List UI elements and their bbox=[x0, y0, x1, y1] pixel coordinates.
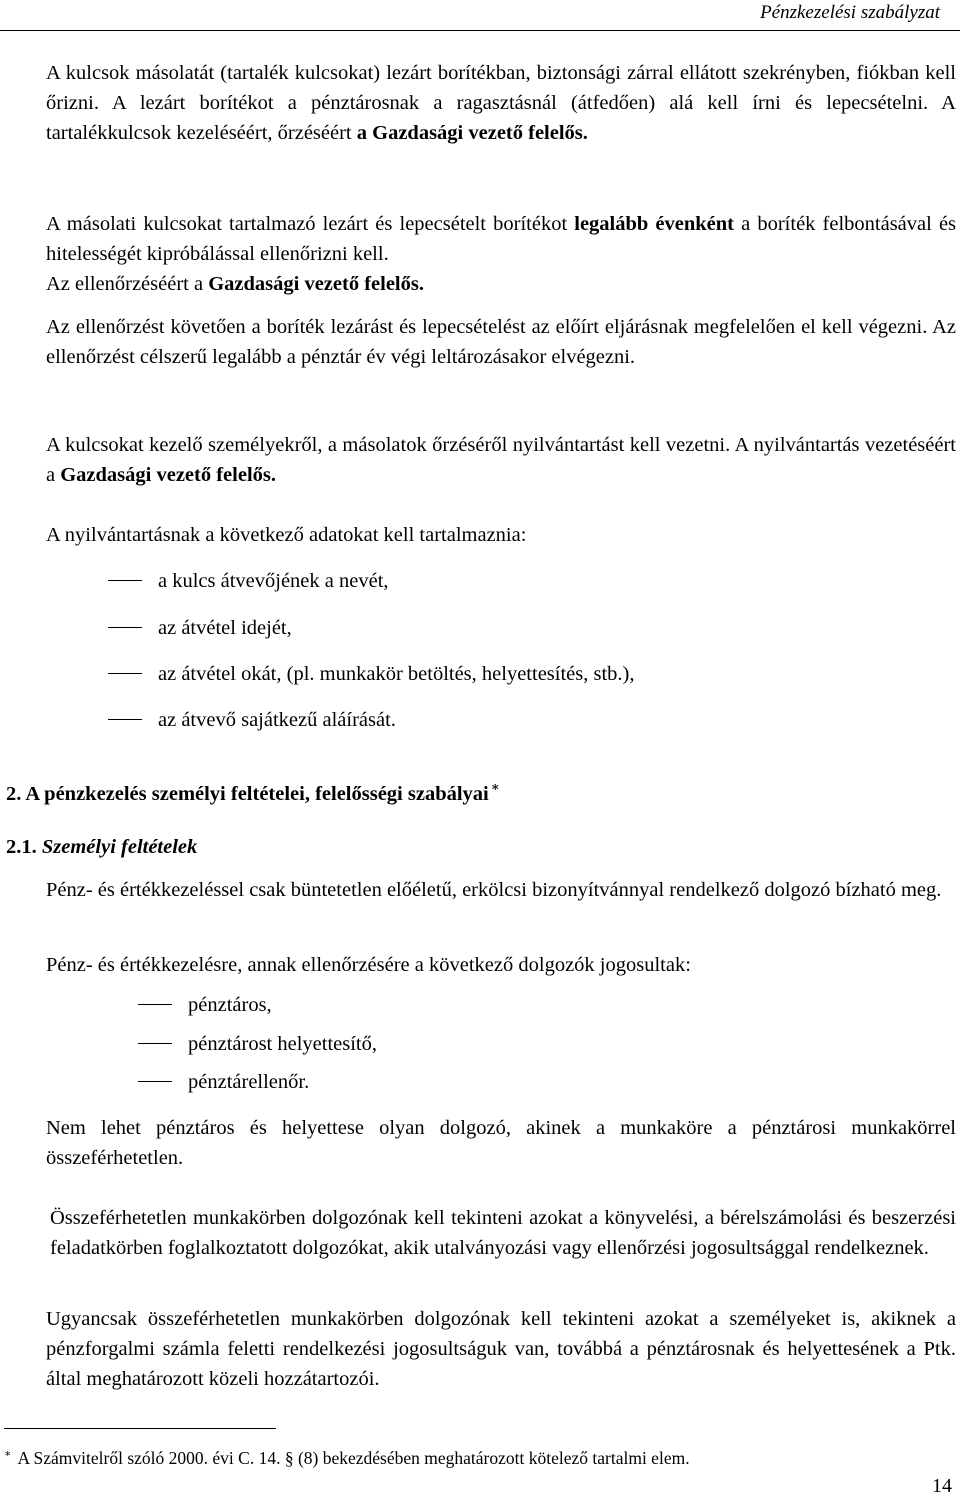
dash-bullet bbox=[108, 627, 142, 628]
page-number: 14 bbox=[932, 1475, 952, 1497]
list-item bbox=[0, 990, 960, 1020]
paragraph-text-cont: a boríték felbontásával és hitelességét kipróbálással ellenőrizni kell. bbox=[46, 213, 957, 265]
list-item-text: az átvevő sajátkezű aláírását. bbox=[158, 709, 396, 731]
paragraph-text: Az ellenőrzéséért a bbox=[46, 273, 209, 295]
header-rule bbox=[0, 30, 960, 31]
page-header bbox=[0, 0, 960, 32]
paragraph-incompatible bbox=[46, 1113, 956, 1173]
subsection-number: 2.1. bbox=[6, 836, 37, 858]
dash-bullet bbox=[138, 1081, 172, 1082]
paragraph-text: A kulcsok másolatát (tartalék kulcsokat) lezárt borítékban, biztonsági zárral ellátott szekrényben, fiókban kell őrizni. A lezárt borítékot a pénztárosnak a ragasztásnál (átfedően) alá kell írni és lepecsételni. A tartalékkulcsok kezeléséért, őrzéséért bbox=[46, 62, 956, 144]
paragraph-text: Pénz- és értékkezelésre, annak ellenőrzésére a következő dolgozók jogosultak: bbox=[46, 954, 691, 976]
paragraph-text: A másolati kulcsokat tartalmazó lezárt és lepecsételt borítékot bbox=[46, 213, 575, 235]
list-item-text: a kulcs átvevőjének a nevét, bbox=[158, 570, 389, 592]
list-item-text: pénztárellenőr. bbox=[188, 1071, 310, 1093]
list-item bbox=[0, 1029, 960, 1059]
paragraph-text: A nyilvántartásnak a következő adatokat kell tartalmaznia: bbox=[46, 524, 527, 546]
header-title: Pénzkezelési szabályzat bbox=[760, 2, 940, 23]
paragraph-text: Az ellenőrzést követően a boríték lezárást és lepecsételést az előírt eljárásnak megfelelően el kell végezni. Az ellenőrzést célszerű legalább a pénztár év végi leltározásakor elvégezni. bbox=[46, 316, 956, 368]
list-item bbox=[0, 613, 960, 643]
list-item-text: pénztárost helyettesítő, bbox=[188, 1033, 377, 1055]
paragraph-incompatible-persons bbox=[46, 1304, 956, 1394]
paragraph-register bbox=[46, 430, 956, 490]
paragraph-check-responsibility bbox=[46, 269, 956, 299]
list-item bbox=[0, 1067, 960, 1097]
paragraph-after-check bbox=[46, 312, 956, 372]
paragraph-register-contents bbox=[46, 520, 956, 550]
list-item-text: az átvétel idejét, bbox=[158, 617, 292, 639]
section-title: 2. A pénzkezelés személyi feltételei, felelősségi szabályai bbox=[6, 783, 489, 805]
list-item bbox=[0, 659, 960, 689]
paragraph-annual-check bbox=[46, 209, 956, 269]
paragraph-personal-conditions bbox=[46, 875, 956, 905]
paragraph-bold: a Gazdasági vezető felelős. bbox=[356, 122, 588, 144]
section-heading bbox=[6, 779, 500, 809]
paragraph-bold: Gazdasági vezető felelős. bbox=[208, 273, 424, 295]
list-item-text: pénztáros, bbox=[188, 994, 272, 1016]
list-item bbox=[0, 705, 960, 735]
paragraph-text: Ugyancsak összeférhetetlen munkakörben dolgozónak kell tekinteni azokat a személyeket is, akiknek a pénzforgalmi számla feletti rendelkezési jogosultságuk van, továbbá a pénztárosnak és helyettesének a Ptk. által meghatározott közeli hozzátartozói. bbox=[46, 1308, 956, 1390]
paragraph-text: Pénz- és értékkezeléssel csak büntetetlen előéletű, erkölcsi bizonyítvánnyal rendelkező dolgozó bízható meg. bbox=[46, 879, 942, 901]
paragraph-incompatible-roles bbox=[50, 1203, 956, 1263]
dash-bullet bbox=[108, 580, 142, 581]
footnote-marker: ∗ bbox=[490, 779, 500, 794]
paragraph-bold: Gazdasági vezető felelős. bbox=[60, 464, 276, 486]
footnote-text: A Számvitelről szóló 2000. évi C. 14. § (8) bekezdésében meghatározott kötelező tartalmi elem. bbox=[17, 1448, 690, 1468]
paragraph-text: Összeférhetetlen munkakörben dolgozónak kell tekinteni azokat a könyvelési, a bérelszámolási és beszerzési feladatkörben foglalkoztatott dolgozókat, akik utalványozási vagy ellenőrzési jogosultsággal rendelkeznek. bbox=[50, 1207, 956, 1259]
dash-bullet bbox=[108, 673, 142, 674]
paragraph-key-copies bbox=[46, 58, 956, 148]
dash-bullet bbox=[138, 1043, 172, 1044]
footnote-marker: ∗ bbox=[4, 1448, 12, 1460]
dash-bullet bbox=[108, 719, 142, 720]
paragraph-text: Nem lehet pénztáros és helyettese olyan dolgozó, akinek a munkaköre a pénztárosi munkakörrel összeférhetetlen. bbox=[46, 1117, 956, 1169]
paragraph-bold: legalább évenként bbox=[574, 213, 735, 235]
list-item-text: az átvétel okát, (pl. munkakör betöltés, helyettesítés, stb.), bbox=[158, 663, 635, 685]
footnote bbox=[4, 1445, 690, 1471]
list-item bbox=[0, 566, 960, 596]
paragraph-text: A kulcsokat kezelő személyekről, a másolatok őrzéséről nyilvántartást kell vezetni. A nyilvántartás vezetéséért a bbox=[46, 434, 956, 486]
dash-bullet bbox=[138, 1004, 172, 1005]
paragraph-authorized-staff bbox=[46, 950, 956, 980]
subsection-heading bbox=[6, 832, 197, 862]
subsection-title: Személyi feltételek bbox=[41, 836, 198, 858]
footnote-rule bbox=[4, 1428, 276, 1429]
